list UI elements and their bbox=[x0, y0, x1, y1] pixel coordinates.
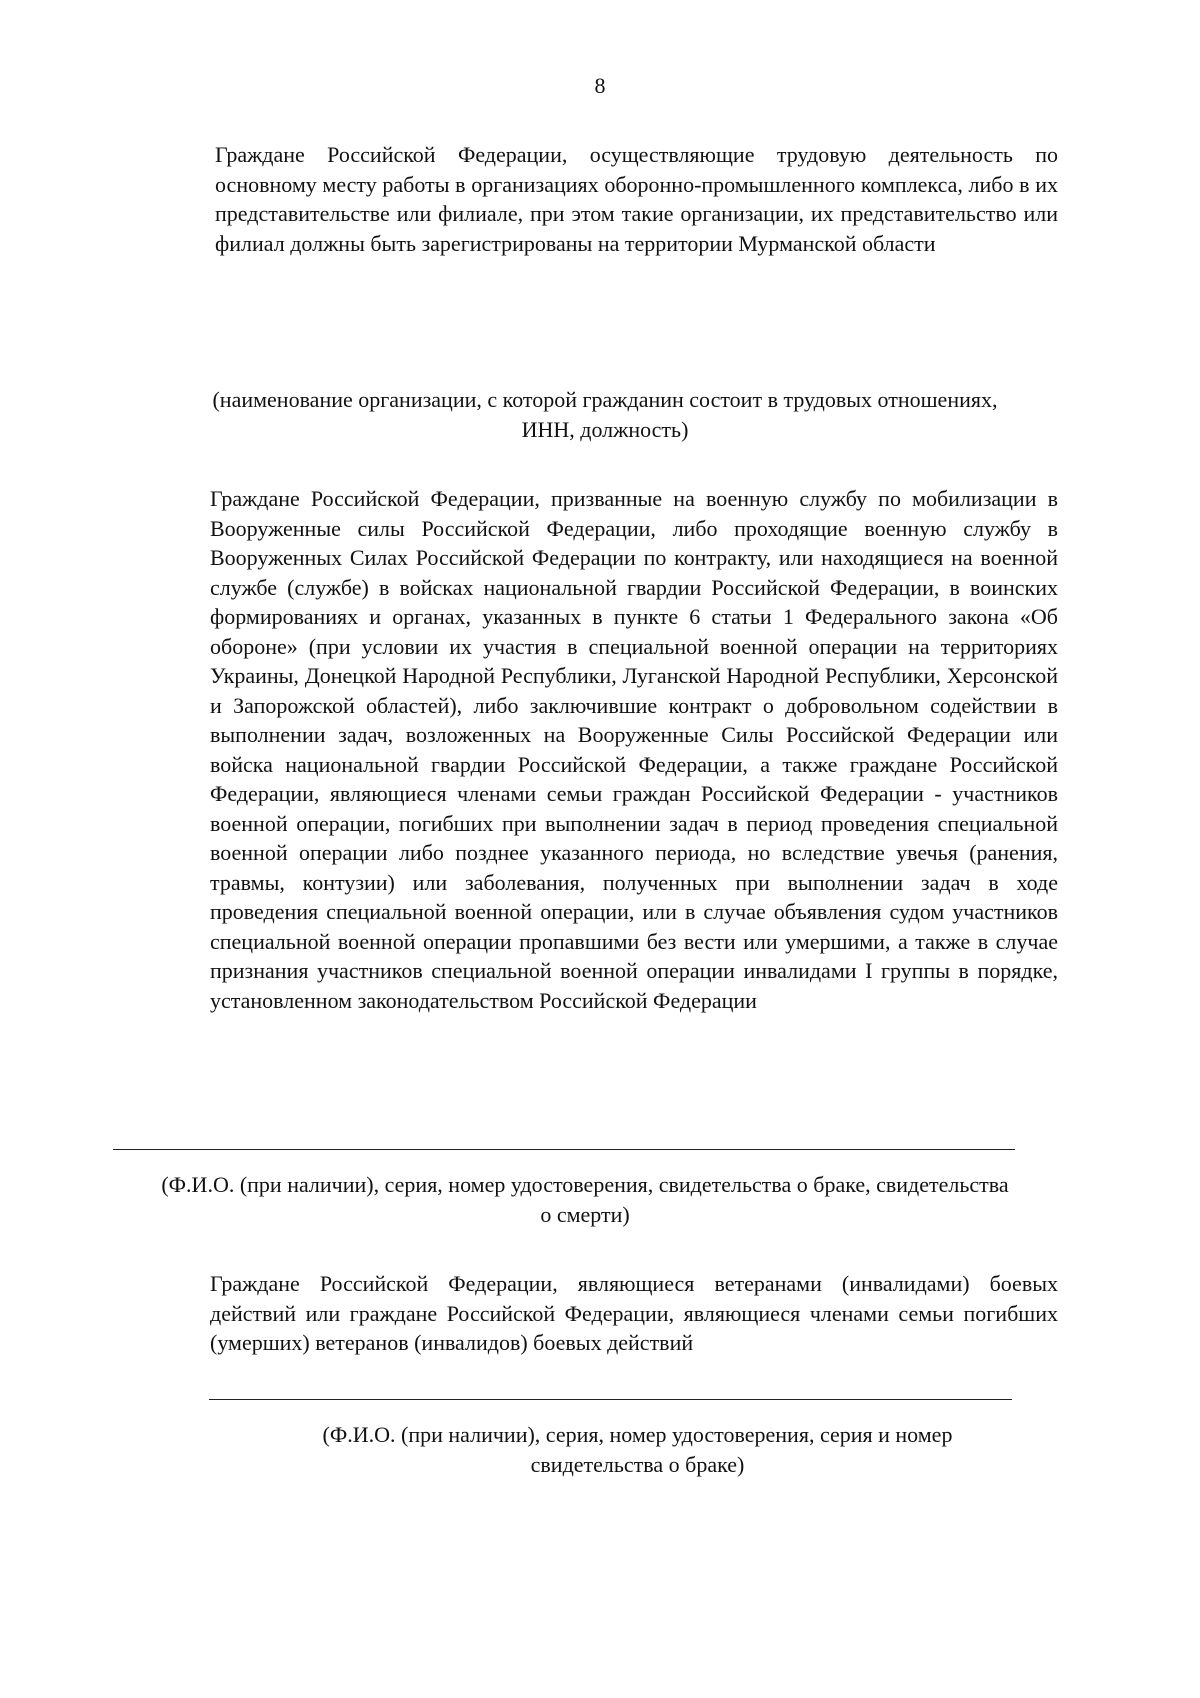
fill-in-line bbox=[113, 1149, 1015, 1150]
caption-line: свидетельства о браке) bbox=[530, 1451, 745, 1477]
caption-line: (Ф.И.О. (при наличии), серия, номер удостоверения, свидетельства о браке, свидетельства bbox=[161, 1172, 1009, 1197]
caption-line: (наименование организации, с которой гражданин состоит в трудовых отношениях, bbox=[212, 387, 998, 412]
fill-in-caption-organization bbox=[160, 385, 1050, 444]
category-military-participants: Граждане Российской Федерации, призванные на военную службу по мобилизации в Вооруженные силы Российской Федерации, либо проходящие военную службу в Вооруженных Силах Российской Федерации по контракту, или находящиеся на военной службе (службе) в войсках национальной гвардии Российской Федерации, в воинских формированиях и органах, указанных в пункте 6 статьи 1 Федерального закона «Об обороне» (при условии их участия в специальной военной операции на территориях Украины, Донецкой Народной Республики, Луганской Народной Республики, Херсонской и Запорожской областей), либо заключившие контракт о добровольном содействии в выполнении задач, возложенных на Вооруженные Силы Российской Федерации или войска национальной гвардии Российской Федерации, а также граждане Российской Федерации, являющиеся членами семьи граждан Российской Федерации - участников военной операции, погибших при выполнении задач в период проведения специальной военной операции либо позднее указанного периода, но вследствие увечья (ранения, травмы, контузии) или заболевания, полученных при выполнении задач в ходе проведения специальной военной операции, или в случае объявления судом участников специальной военной операции пропавшими без вести или умершими, а также в случае признания участников специальной военной операции инвалидами I группы в порядке, установленном законодательством Российской Федерации bbox=[210, 486, 1058, 1013]
caption-line: о смерти) bbox=[540, 1201, 630, 1227]
fill-in-caption-military bbox=[110, 1170, 1060, 1229]
category-combat-veterans: Граждане Российской Федерации, являющиеся ветеранами (инвалидами) боевых действий или граждане Российской Федерации, являющиеся членами семьи погибших (умерших) ветеранов (инвалидов) боевых действий bbox=[210, 1271, 1058, 1355]
category-defense-industry-workers: Граждане Российской Федерации, осуществляющие трудовую деятельность по основному месту работы в организациях оборонно-промышленного комплекса, либо в их представительстве или филиале, при этом такие организации, их представительство или филиал должны быть зарегистрированы на территории Мурманской области bbox=[215, 142, 1058, 256]
fill-in-caption-veterans bbox=[240, 1420, 1035, 1479]
fill-in-line bbox=[209, 1399, 1012, 1400]
caption-line: ИНН, должность) bbox=[521, 416, 689, 442]
page-number: 8 bbox=[594, 73, 606, 98]
caption-line: (Ф.И.О. (при наличии), серия, номер удостоверения, серия и номер bbox=[322, 1422, 953, 1447]
